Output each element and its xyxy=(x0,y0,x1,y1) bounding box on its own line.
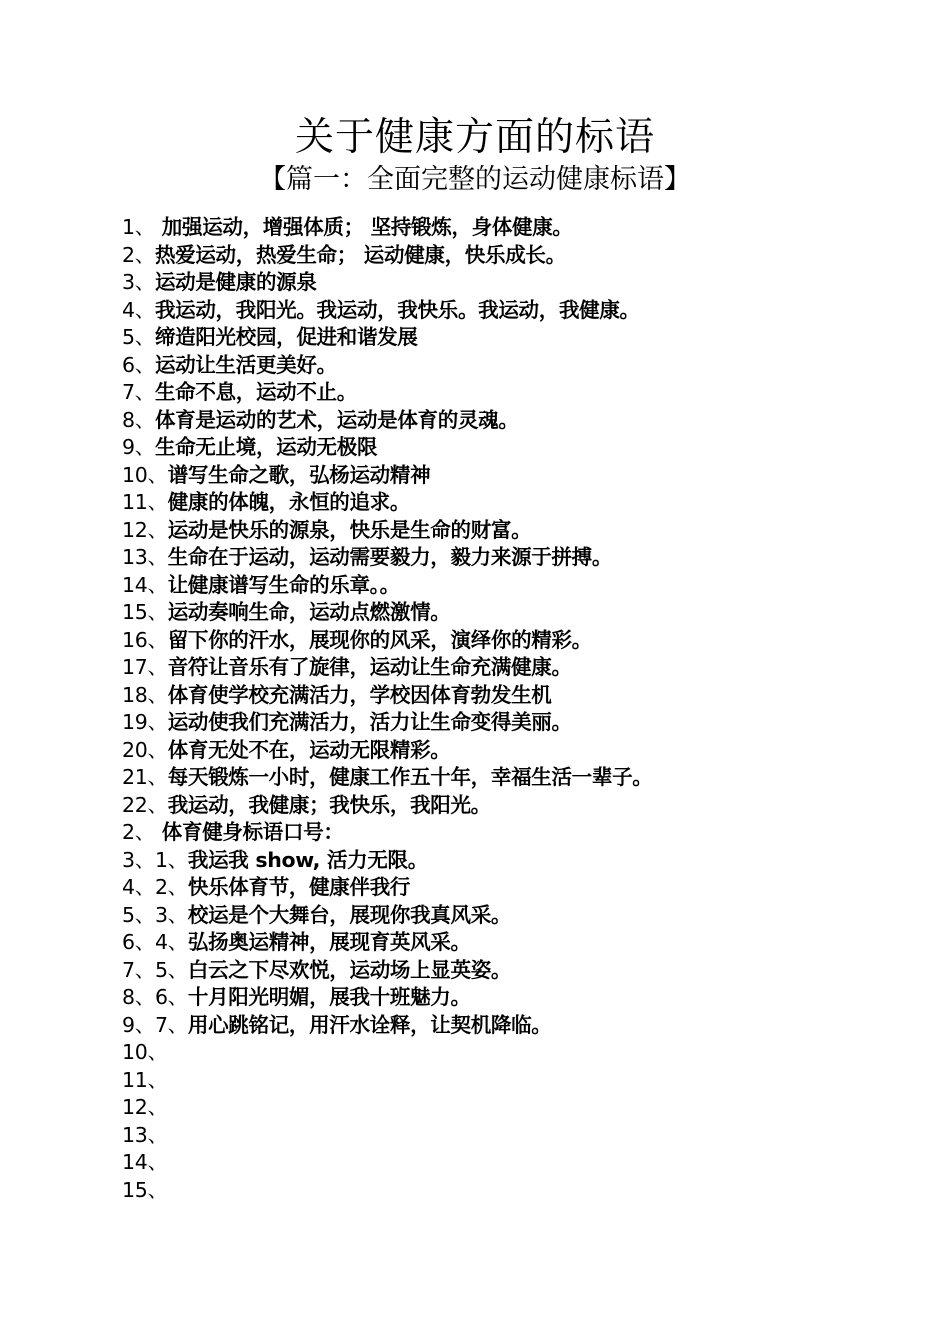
list-item-text: 热爱运动，热爱生命； 运动健康，快乐成长。 xyxy=(154,242,566,267)
list-item-number: 22、 xyxy=(122,792,168,817)
list-item xyxy=(122,682,882,710)
list-item xyxy=(122,1094,882,1122)
list-item-text: 运动奏响生命，运动点燃激情。 xyxy=(167,600,451,624)
list-item-number: 9、7、 xyxy=(122,1012,188,1037)
page-subtitle: 【篇一：全面完整的运动健康标语】 xyxy=(259,164,691,195)
list-item-number: 16、 xyxy=(122,627,168,652)
list-item-number: 11、 xyxy=(122,490,168,514)
list-item-text: 快乐体育节，健康伴我行 xyxy=(187,875,411,899)
list-item xyxy=(122,572,882,600)
list-item xyxy=(122,1039,882,1067)
list-item xyxy=(122,407,882,435)
list-item-number: 6、4、 xyxy=(122,930,188,954)
list-item-text: 运动是快乐的源泉，快乐是生命的财富。 xyxy=(167,517,532,542)
list-item-text: 我运动，我健康；我快乐，我阳光。 xyxy=(167,792,491,817)
list-item xyxy=(122,1067,882,1095)
list-item xyxy=(122,544,882,572)
list-item xyxy=(122,984,882,1012)
list-item-text: 生命在于运动，运动需要毅力，毅力来源于拼搏。 xyxy=(167,545,613,569)
list-item-text: 加强运动，增强体质； 坚持锻炼，身体健康。 xyxy=(154,215,573,239)
list-item xyxy=(122,214,882,242)
list-item xyxy=(122,792,882,820)
list-item-text: 十月阳光明媚，展我十班魅力。 xyxy=(187,985,471,1009)
list-item-number: 12、 xyxy=(122,1095,168,1119)
list-item-number: 13、 xyxy=(122,545,168,569)
list-item xyxy=(122,902,882,930)
list-item xyxy=(122,1012,882,1040)
list-item-number: 5、 xyxy=(122,325,155,349)
list-item-number: 10、 xyxy=(122,1040,168,1064)
list-item-number: 4、 xyxy=(122,297,155,322)
list-item-text: 我运动，我阳光。我运动，我快乐。我运动，我健康。 xyxy=(154,297,640,322)
list-item-number: 10、 xyxy=(122,462,168,487)
list-item xyxy=(122,929,882,957)
list-item-text: 用心跳铭记，用汗水诠释，让契机降临。 xyxy=(187,1012,552,1037)
list-item-number: 6、 xyxy=(122,352,155,377)
list-item-number: 13、 xyxy=(122,1122,168,1147)
list-item-number: 7、5、 xyxy=(122,957,188,982)
list-item-number: 9、 xyxy=(122,435,155,459)
list-item xyxy=(122,434,882,462)
page-title: 关于健康方面的标语 xyxy=(294,115,655,160)
list-item-number: 5、3、 xyxy=(122,902,188,927)
list-item-number: 19、 xyxy=(122,710,168,734)
list-item xyxy=(122,1177,882,1205)
list-item xyxy=(122,242,882,270)
list-item-number: 15、 xyxy=(122,1177,168,1202)
list-item xyxy=(122,489,882,517)
list-item xyxy=(122,379,882,407)
list-item-number: 8、 xyxy=(122,407,155,432)
list-item-text: 弘扬奥运精神，展现育英风采。 xyxy=(187,930,471,954)
list-item xyxy=(122,462,882,490)
list-item xyxy=(122,847,882,875)
list-item-number: 20、 xyxy=(122,737,168,762)
list-item-text: 让健康谱写生命的乐章。。 xyxy=(167,572,400,597)
list-item xyxy=(122,297,882,325)
list-item-number: 18、 xyxy=(122,682,168,707)
list-item xyxy=(122,654,882,682)
list-item-text: 缔造阳光校园，促进和谐发展 xyxy=(154,325,418,349)
list-item xyxy=(122,709,882,737)
list-item-number: 12、 xyxy=(122,517,168,542)
list-item-text: 体育是运动的艺术，运动是体育的灵魂。 xyxy=(154,407,519,432)
list-item-text: 每天锻炼一小时，健康工作五十年，幸福生活一辈子。 xyxy=(167,765,653,789)
list-item-number: 14、 xyxy=(122,572,168,597)
list-item-text: 体育无处不在，运动无限精彩。 xyxy=(167,737,451,762)
list-item xyxy=(122,324,882,352)
list-item-text: 运动使我们充满活力，活力让生命变得美丽。 xyxy=(167,710,572,734)
list-item-text: 留下你的汗水，展现你的风采，演绎你的精彩。 xyxy=(167,627,592,652)
list-item-text: 运动让生活更美好。 xyxy=(154,352,337,377)
list-item-text: 运动是健康的源泉 xyxy=(154,270,317,294)
list-item xyxy=(122,957,882,985)
list-item-text: 健康的体魄，永恒的追求。 xyxy=(167,490,411,514)
list-item-text: 谱写生命之歌，弘杨运动精神 xyxy=(167,462,431,487)
list-item-number: 3、 xyxy=(122,270,155,294)
list-item-text: 体育使学校充满活力，学校因体育勃发生机 xyxy=(167,682,552,707)
list-item xyxy=(122,1149,882,1177)
list-item-text: 我运我 show, 活力无限。 xyxy=(187,847,428,872)
list-item-text: 生命不息，运动不止。 xyxy=(154,380,357,404)
list-item xyxy=(122,352,882,380)
list-item-text: 校运是个大舞台，展现你我真风采。 xyxy=(187,902,512,927)
list-item-number: 4、2、 xyxy=(122,875,188,899)
list-item-number: 2、 xyxy=(122,242,155,267)
list-item xyxy=(122,764,882,792)
list-item-number: 2、 xyxy=(122,820,155,844)
list-item-number: 14、 xyxy=(122,1150,168,1174)
list-item-number: 3、1、 xyxy=(122,847,188,872)
slogan-list xyxy=(122,214,882,1204)
list-item-number: 17、 xyxy=(122,655,168,679)
list-item xyxy=(122,627,882,655)
list-item-text: 音符让音乐有了旋律，运动让生命充满健康。 xyxy=(167,655,572,679)
list-item xyxy=(122,517,882,545)
list-item-text: 生命无止境，运动无极限 xyxy=(154,435,378,459)
list-item-text: 体育健身标语口号： xyxy=(154,820,344,844)
list-item xyxy=(122,599,882,627)
list-item-number: 11、 xyxy=(122,1067,168,1092)
list-item-number: 7、 xyxy=(122,380,155,404)
list-item xyxy=(122,737,882,765)
list-item-number: 1、 xyxy=(122,215,155,239)
list-item xyxy=(122,819,882,847)
list-item xyxy=(122,1122,882,1150)
list-item-number: 15、 xyxy=(122,600,168,624)
list-item xyxy=(122,874,882,902)
list-item-number: 8、6、 xyxy=(122,985,188,1009)
list-item xyxy=(122,269,882,297)
list-item-number: 21、 xyxy=(122,765,168,789)
list-item-text: 白云之下尽欢悦，运动场上显英姿。 xyxy=(187,957,512,982)
